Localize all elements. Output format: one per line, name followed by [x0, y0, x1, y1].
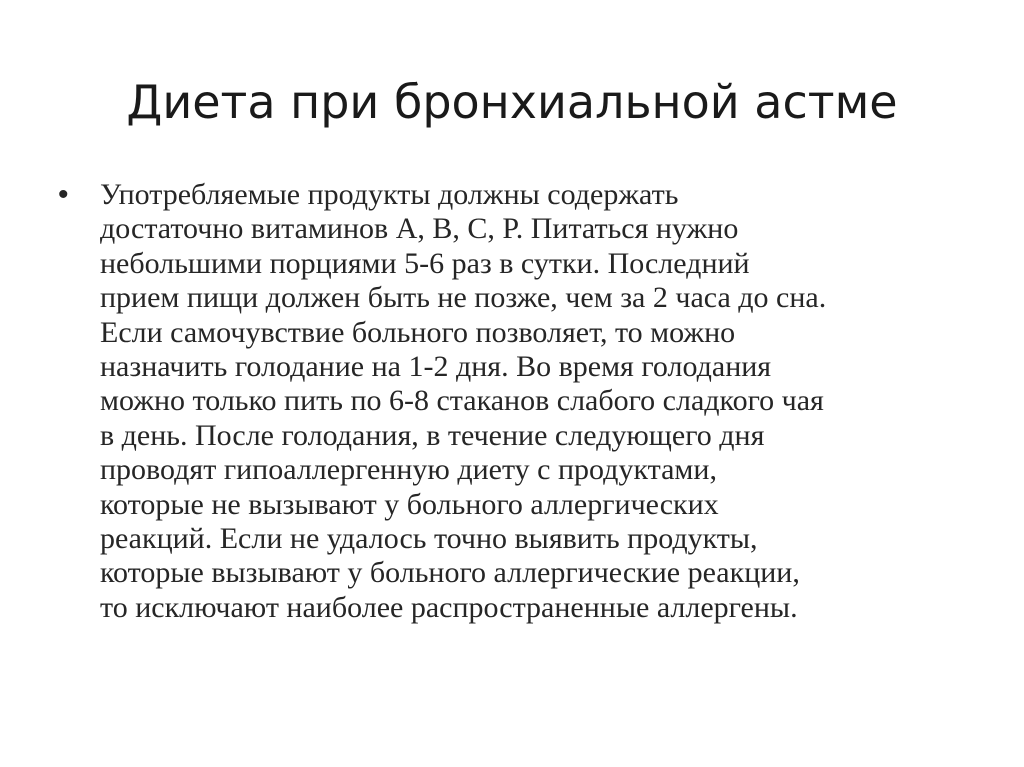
bullet-text — [100, 178, 988, 625]
text-line: можно только пить по 6-8 стаканов слабого сладкого чая — [100, 384, 824, 418]
text-line: Употребляемые продукты должны содержать — [100, 178, 679, 211]
text-line: в день. После голодания, в течение следующего дня — [100, 418, 765, 452]
text-line: небольшими порциями 5-6 раз в сутки. Последний — [100, 246, 750, 280]
text-line: назначить голодание на 1-2 дня. Во время голодания — [100, 350, 772, 384]
bullet-list — [58, 178, 988, 625]
bullet-marker: • — [58, 178, 69, 211]
text-line: прием пищи должен быть не позже, чем за 2 часа до сна. — [100, 281, 827, 315]
slide-title: Диета при бронхиальной астме — [126, 75, 898, 129]
bullet-item — [58, 178, 988, 625]
text-line: которые не вызывают у больного аллергических — [100, 487, 719, 521]
text-line: то исключают наиболее распространенные аллергены. — [100, 590, 798, 624]
text-line: достаточно витаминов A, B, C, P. Питаться нужно — [100, 212, 739, 246]
text-line: Если самочувствие больного позволяет, то можно — [100, 315, 736, 349]
text-line: реакций. Если не удалось точно выявить продукты, — [100, 522, 758, 556]
text-line: которые вызывают у больного аллергические реакции, — [100, 556, 800, 590]
text-line: проводят гипоаллергенную диету с продуктами, — [100, 453, 717, 487]
